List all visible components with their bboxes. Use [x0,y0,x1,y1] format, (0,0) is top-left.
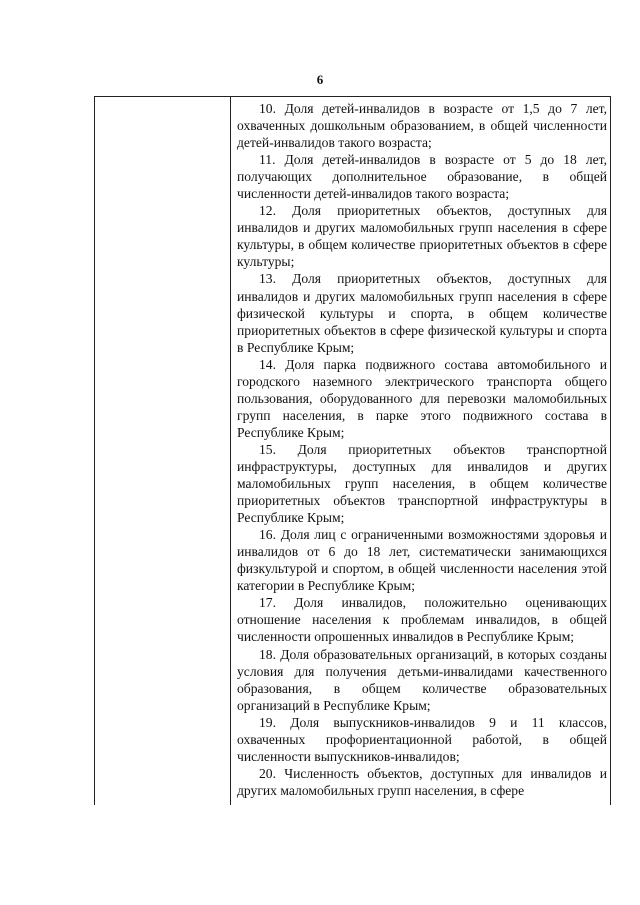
indicator-item-19: 19. Доля выпускников-инвалидов 9 и 11 классов, охваченных профориентационной работой, в общей численности выпускников-инвалидов; [237,714,607,764]
indicator-item-18: 18. Доля образовательных организаций, в которых созданы условия для получения детьми-инвалидами качественного образования, в общем количестве образовательных организаций в Республике Крым; [237,646,607,713]
indicator-item-11: 11. Доля детей-инвалидов в возрасте от 5 до 18 лет, получающих дополнительное образование, в общей численности детей-инвалидов такого возраста; [237,152,607,202]
indicator-item-16: 16. Доля лиц с ограниченными возможностями здоровья и инвалидов от 6 до 18 лет, систематически занимающихся физкультурой и спортом, в общей численности населения этой категории в Республике Крым; [237,527,607,594]
table-left-column [95,97,231,805]
table-right-column [231,97,610,799]
indicator-table [94,96,611,805]
page-number: 6 [316,72,324,87]
indicator-item-13: 13. Доля приоритетных объектов, доступных для инвалидов и других маломобильных групп населения в сфере физической культуры и спорта, в общем количестве приоритетных объектов в сфере физической культуры и спорта в Республике Крым; [237,271,607,355]
indicator-item-12: 12. Доля приоритетных объектов, доступных для инвалидов и других маломобильных групп населения в сфере культуры, в общем количестве приоритетных объектов в сфере культуры; [237,203,607,270]
indicator-item-10: 10. Доля детей-инвалидов в возрасте от 1,5 до 7 лет, охваченных дошкольным образованием, в общей численности детей-инвалидов такого возраста; [237,101,607,151]
indicator-item-20: 20. Численность объектов, доступных для инвалидов и других маломобильных групп населения, в сфере [237,765,607,798]
indicator-item-17: 17. Доля инвалидов, положительно оценивающих отношение населения к проблемам инвалидов, в общей численности опрошенных инвалидов в Республике Крым; [237,595,607,645]
indicator-item-14: 14. Доля парка подвижного состава автомобильного и городского наземного электрического транспорта общего пользования, оборудованного для перевозки маломобильных групп населения, в парке этого подвижного состава в Республике Крым; [237,356,607,440]
indicator-item-15: 15. Доля приоритетных объектов транспортной инфраструктуры, доступных для инвалидов и других маломобильных групп населения, в общем количестве приоритетных объектов транспортной инфраструктуры в Республике Крым; [237,441,607,526]
